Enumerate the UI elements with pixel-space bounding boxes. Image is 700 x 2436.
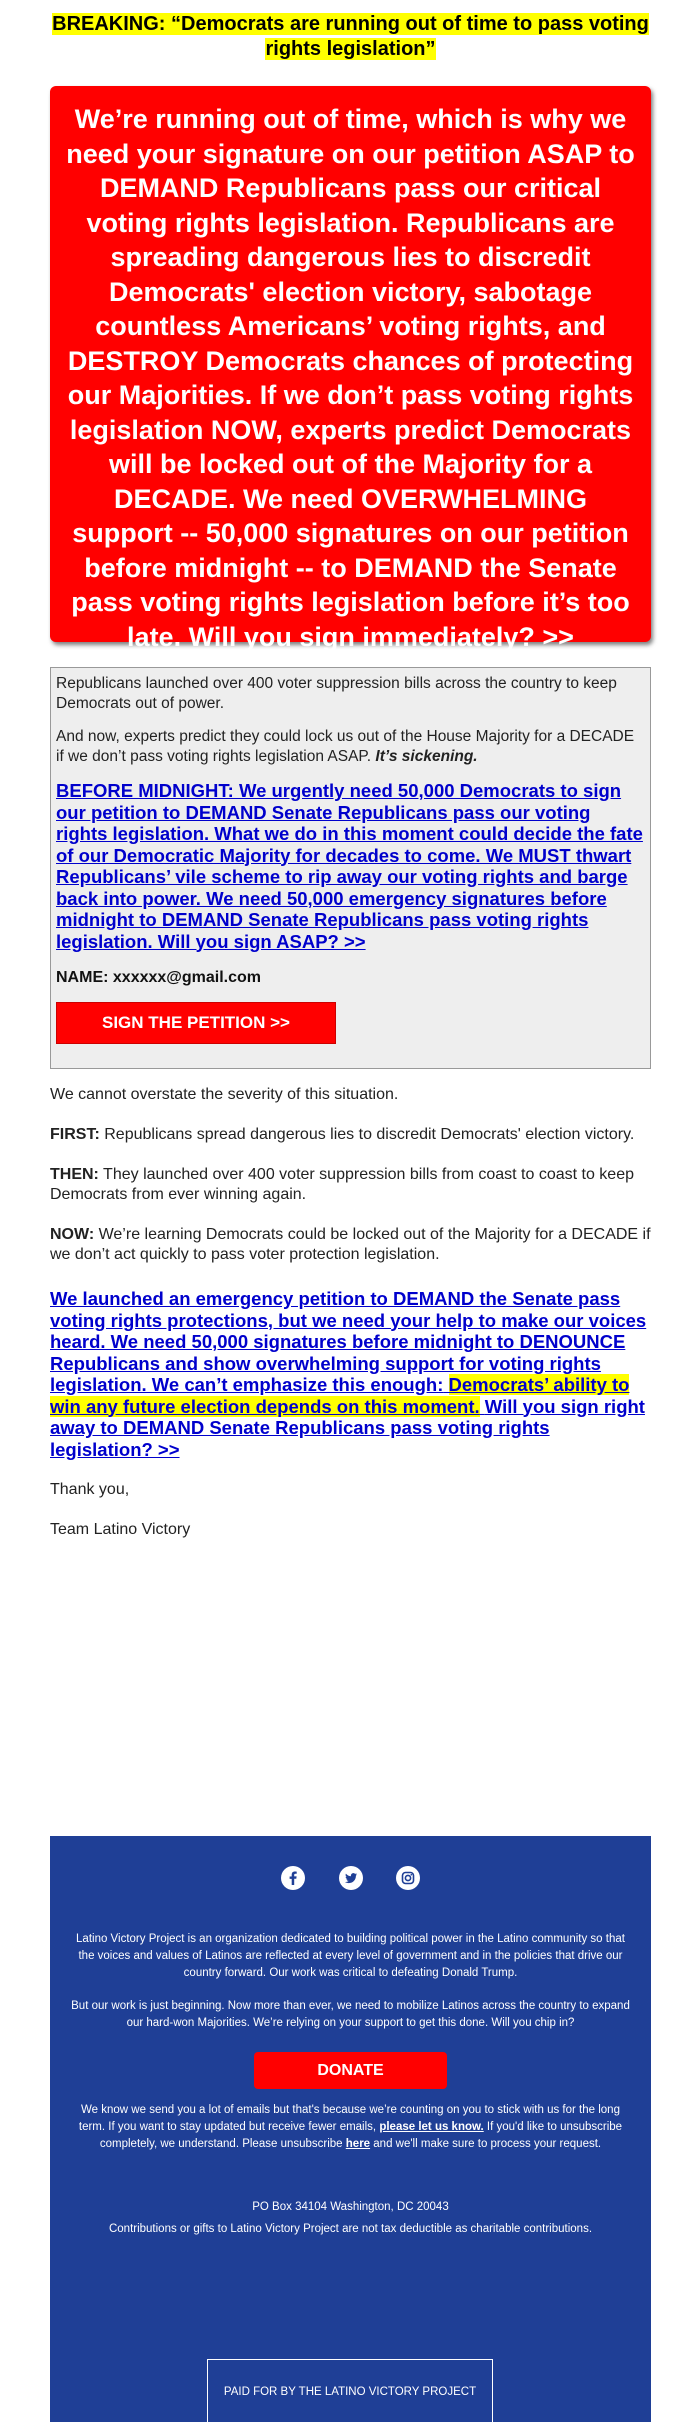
address-block — [70, 2196, 631, 2240]
first-text: Republicans spread dangerous lies to discredit Democrats' election victory. — [104, 1126, 635, 1143]
name-value: xxxxxx@gmail.com — [112, 969, 262, 986]
tax-disclaimer: Contributions or gifts to Latino Victory Project are not tax deductible as charitable contributions. — [108, 2223, 593, 2235]
first-label: FIRST: — [50, 1126, 100, 1143]
unsub-text-a: We know we send you a lot of emails but that's because we’re counting on you to stick with us for the long term. If you want to stay updated but receive fewer emails, — [78, 2104, 620, 2133]
unsubscribe-text — [70, 2102, 631, 2153]
about-text: Latino Victory Project is an organization dedicated to building political power in the Latino community so that the voices and values of Latinos are reflected at every level of government and in the policies that drive our country forward. Our work was critical to defeating Donald Trump. — [76, 1933, 625, 1979]
sign-petition-button[interactable]: SIGN THE PETITION >> — [56, 1002, 336, 1044]
twitter-icon[interactable] — [339, 1866, 363, 1890]
now-point — [50, 1225, 651, 1265]
unsub-text-c: and we'll make sure to process your request. — [373, 2138, 602, 2150]
now-text: We’re learning Democrats could be locked out of the Majority for a DECADE if we don’t act quickly to pass voter protection legislation. — [50, 1226, 651, 1263]
signature: Team Latino Victory — [50, 1521, 191, 1538]
breaking-headline — [50, 12, 651, 62]
petition-warning-text: And now, experts predict they could lock us out of the House Majority for a DECADE if we don’t pass voting rights legislation ASAP. — [56, 728, 635, 765]
first-point — [50, 1125, 651, 1145]
emergency-petition-link[interactable] — [50, 1288, 651, 1460]
petition-deadline-link[interactable]: BEFORE MIDNIGHT: We urgently need 50,000 Democrats to sign our petition to DEMAND Senate Republicans pass our voting rights legislation. What we do in this moment could decide the fate of our Democratic Majority for decades to come. We MUST thwart Republicans’ vile scheme to rip away our voting rights and barge back into power. We need 50,000 emergency signatures before midnight to DEMAND Senate Republicans pass voting rights legislation. Will you sign ASAP? >> — [56, 780, 643, 952]
instagram-icon[interactable] — [396, 1866, 420, 1890]
message-body — [50, 1085, 651, 1560]
name-label: NAME: — [56, 969, 109, 986]
now-label: NOW: — [50, 1226, 95, 1243]
unsub-text-b: If you'd like to unsubscribe completely, we understand. Please unsubscribe — [99, 2121, 623, 2150]
paid-for-box: PAID FOR BY THE LATINO VICTORY PROJECT — [207, 2359, 493, 2425]
thanks-line: Thank you, — [50, 1481, 130, 1498]
petition-box — [50, 667, 651, 1069]
headline-text: BREAKING: “Democrats are running out of time to pass voting rights legislation” — [52, 13, 649, 60]
fewer-emails-link[interactable]: please let us know. — [379, 2121, 484, 2133]
then-label: THEN: — [50, 1166, 99, 1183]
unsubscribe-link[interactable]: here — [345, 2138, 371, 2150]
then-point — [50, 1165, 651, 1205]
petition-intro: Republicans launched over 400 voter suppression bills across the country to keep Democrats out of power. — [56, 675, 617, 712]
severity-line: We cannot overstate the severity of this situation. — [50, 1086, 399, 1103]
chip-in-text: But our work is just beginning. Now more than ever, we need to mobilize Latinos across the country to expand our hard-won Majorities. We’re relying on your support to get this done. Will you chip in? — [71, 2000, 630, 2029]
social-links — [50, 1866, 651, 1890]
petition-banner-link[interactable]: We’re running out of time, which is why we need your signature on our petition ASAP to DEMAND Republicans pass our critical voting rights legislation. Republicans are spreading dangerous lies to discredit Democrats' election victory, sabotage countless Americans’ voting rights, and DESTROY Democrats chances of protecting our Majorities. If we don’t pass voting rights legislation NOW, experts predict Democrats will be locked out of the Majority for a DECADE. We need OVERWHELMING support -- 50,000 signatures on our petition before midnight -- to DEMAND the Senate pass voting rights legislation before it’s too late. Will you sign immediately? >> — [50, 86, 651, 642]
then-text: They launched over 400 voter suppression bills from coast to coast to keep Democrats from ever winning again. — [50, 1166, 634, 1203]
emergency-link-text-b: Will you sign right away to DEMAND Senate Republicans pass voting rights legislation? >> — [50, 1395, 645, 1460]
emergency-link-highlight: Democrats’ ability to win any future election depends on this moment. — [50, 1374, 630, 1417]
donate-button[interactable]: DONATE — [254, 2052, 447, 2089]
facebook-icon[interactable] — [281, 1866, 305, 1890]
petition-warning-emphasis: It’s sickening. — [375, 747, 478, 765]
emergency-link-text-a: We launched an emergency petition to DEMAND the Senate pass voting rights protections, but we need your help to make our voices heard. We need 50,000 signatures before midnight to DENOUNCE Republicans and show overwhelming support for voting rights legislation. We can’t emphasize this enough: — [50, 1288, 647, 1395]
mailing-address: PO Box 34104 Washington, DC 20043 — [252, 2201, 449, 2213]
petition-warning — [56, 727, 645, 766]
footer — [50, 1836, 651, 2422]
name-field — [56, 968, 645, 988]
